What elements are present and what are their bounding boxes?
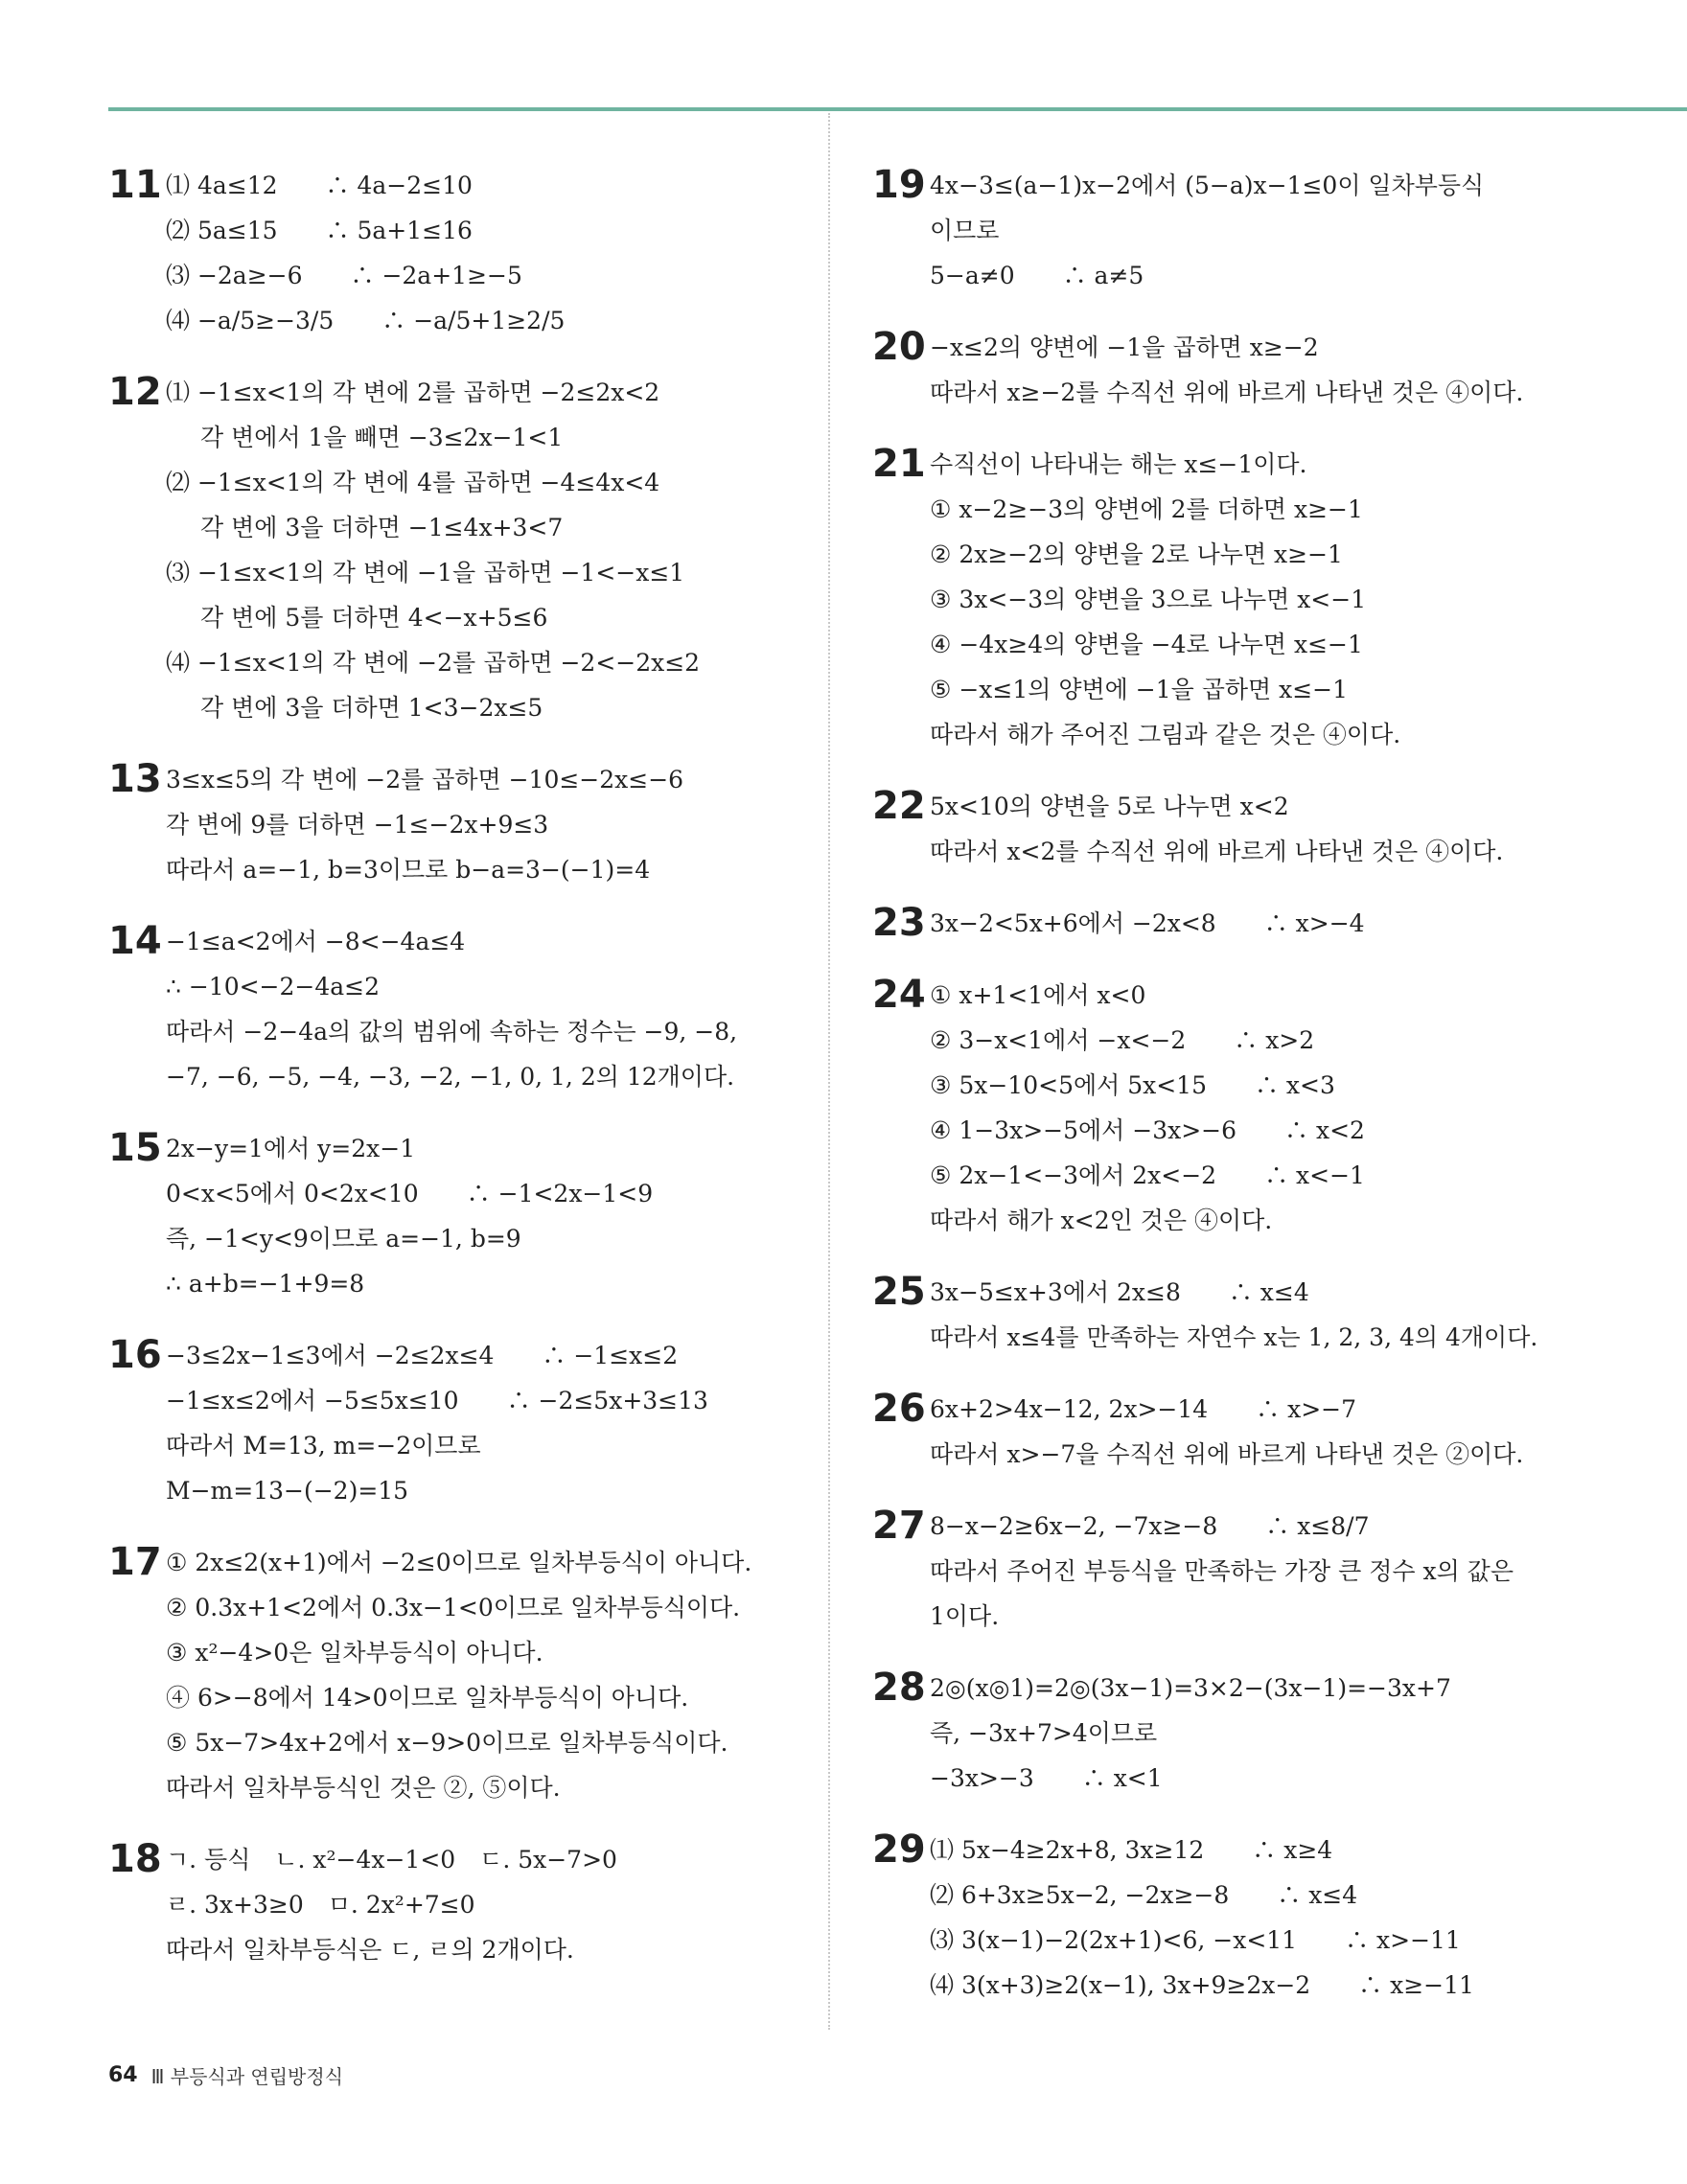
problem-28: [872, 1666, 1562, 1801]
problem-number: 25: [872, 1270, 926, 1314]
solution-lines: [930, 1666, 1562, 1801]
solution-line: 이므로: [930, 217, 1000, 244]
solution-line: 각 변에서 1을 빼면 −3≤2x−1<1: [200, 424, 564, 451]
solution-line: 3≤x≤5의 각 변에 −2를 곱하면 −10≤−2x≤−6: [166, 766, 684, 793]
solution-line: 3x−2<5x+6에서 −2x<8 ∴ x>−4: [930, 909, 1365, 937]
problem-number: 14: [108, 919, 162, 963]
problem-number: 20: [872, 325, 926, 369]
solution-line: ② 3−x<1에서 −x<−2 ∴ x>2: [930, 1026, 1315, 1054]
solution-line: ⑶ 3(x−1)−2(2x+1)<6, −x<11 ∴ x>−11: [930, 1926, 1461, 1954]
chapter-title: Ⅲ 부등식과 연립방정식: [150, 2065, 344, 2088]
solution-line: 8−x−2≥6x−2, −7x≥−8 ∴ x≤8/7: [930, 1512, 1370, 1540]
problem-number: 16: [108, 1333, 162, 1377]
problem-number: 17: [108, 1540, 162, 1584]
solution-line: 3x−5≤x+3에서 2x≤8 ∴ x≤4: [930, 1278, 1309, 1306]
solution-line: 각 변에 9를 더하면 −1≤−2x+9≤3: [166, 811, 549, 839]
page-footer: [108, 2061, 343, 2089]
problem-13: [108, 757, 798, 892]
solution-line: ⑴ −1≤x<1의 각 변에 2를 곱하면 −2≤2x<2: [166, 379, 660, 406]
solution-line: 따라서 x≤4를 만족하는 자연수 x는 1, 2, 3, 4의 4개이다.: [930, 1323, 1538, 1351]
problem-12: [108, 370, 798, 730]
problem-number: 28: [872, 1666, 926, 1710]
solution-line: ⑵ −1≤x<1의 각 변에 4를 곱하면 −4≤4x<4: [166, 469, 660, 496]
solution-line: ⑴ 4a≤12 ∴ 4a−2≤10: [166, 172, 473, 199]
solution-line: ⑤ 5x−7>4x+2에서 x−9>0이므로 일차부등식이다.: [166, 1729, 728, 1757]
solution-line: ① x+1<1에서 x<0: [930, 981, 1146, 1009]
problem-number: 12: [108, 370, 162, 414]
solution-line: ① x−2≥−3의 양변에 2를 더하면 x≥−1: [930, 495, 1363, 523]
solution-line: 따라서 a=−1, b=3이므로 b−a=3−(−1)=4: [166, 856, 651, 884]
solution-lines: [166, 370, 798, 730]
problem-number: 11: [108, 163, 162, 207]
solution-lines: [166, 757, 798, 892]
problem-number: 26: [872, 1387, 926, 1431]
solution-line: 따라서 주어진 부등식을 만족하는 가장 큰 정수 x의 값은: [930, 1557, 1514, 1585]
solution-line: ⑶ −1≤x<1의 각 변에 −1을 곱하면 −1<−x≤1: [166, 559, 685, 586]
solution-line: 따라서 해가 x<2인 것은 ④이다.: [930, 1207, 1273, 1234]
left-column: [108, 163, 798, 1999]
solution-line: ③ x²−4>0은 일차부등식이 아니다.: [166, 1639, 543, 1667]
problem-18: [108, 1837, 798, 1972]
solution-line: −3≤2x−1≤3에서 −2≤2x≤4 ∴ −1≤x≤2: [166, 1342, 679, 1369]
solution-line: ⑤ 2x−1<−3에서 2x<−2 ∴ x<−1: [930, 1161, 1365, 1189]
solution-line: ④ 6>−8에서 14>0이므로 일차부등식이 아니다.: [166, 1684, 689, 1712]
problem-number: 21: [872, 442, 926, 486]
solution-line: 4x−3≤(a−1)x−2에서 (5−a)x−1≤0이 일차부등식: [930, 172, 1485, 199]
solution-line: 각 변에 3을 더하면 −1≤4x+3<7: [200, 514, 564, 541]
problem-11: [108, 163, 798, 343]
solution-lines: [930, 901, 1562, 946]
problem-number: 13: [108, 757, 162, 801]
solution-line: ⑤ −x≤1의 양변에 −1을 곱하면 x≤−1: [930, 676, 1348, 703]
page-number: 64: [108, 2063, 138, 2087]
problem-number: 22: [872, 784, 926, 828]
solution-lines: [930, 325, 1562, 415]
solution-lines: [930, 1387, 1562, 1477]
problem-14: [108, 919, 798, 1099]
solution-line: 즉, −1<y<9이므로 a=−1, b=9: [166, 1225, 521, 1253]
solution-line: ㄹ. 3x+3≥0 ㅁ. 2x²+7≤0: [166, 1891, 475, 1919]
solution-lines: [166, 1540, 798, 1810]
solution-line: 5−a≠0 ∴ a≠5: [930, 262, 1144, 289]
problem-number: 15: [108, 1126, 162, 1170]
solution-lines: [166, 1837, 798, 1972]
solution-line: 2◎(x◎1)=2◎(3x−1)=3×2−(3x−1)=−3x+7: [930, 1674, 1451, 1702]
problem-number: 29: [872, 1828, 926, 1872]
solution-line: 따라서 해가 주어진 그림과 같은 것은 ④이다.: [930, 721, 1401, 748]
solution-line: 1이다.: [930, 1602, 1000, 1630]
right-column: [872, 163, 1562, 2035]
solution-line: 따라서 x≥−2를 수직선 위에 바르게 나타낸 것은 ④이다.: [930, 379, 1524, 406]
solution-line: ② 2x≥−2의 양변을 2로 나누면 x≥−1: [930, 540, 1343, 568]
solution-line: ③ 3x<−3의 양변을 3으로 나누면 x<−1: [930, 586, 1367, 613]
solution-line: ② 0.3x+1<2에서 0.3x−1<0이므로 일차부등식이다.: [166, 1594, 741, 1621]
problem-16: [108, 1333, 798, 1513]
solution-lines: [166, 1333, 798, 1513]
solution-line: ∴ −10<−2−4a≤2: [166, 973, 381, 1000]
problem-20: [872, 325, 1562, 415]
solution-lines: [930, 973, 1562, 1243]
problem-number: 24: [872, 973, 926, 1017]
problem-number: 27: [872, 1504, 926, 1548]
solution-line: 5x<10의 양변을 5로 나누면 x<2: [930, 793, 1289, 820]
solution-line: M−m=13−(−2)=15: [166, 1477, 409, 1505]
solution-lines: [930, 1504, 1562, 1639]
solution-line: 0<x<5에서 0<2x<10 ∴ −1<2x−1<9: [166, 1180, 654, 1207]
solution-line: ∴ a+b=−1+9=8: [166, 1270, 365, 1298]
solution-line: 수직선이 나타내는 해는 x≤−1이다.: [930, 450, 1307, 478]
problem-25: [872, 1270, 1562, 1360]
solution-line: 따라서 M=13, m=−2이므로: [166, 1432, 481, 1460]
solution-line: −7, −6, −5, −4, −3, −2, −1, 0, 1, 2의 12개이다.: [166, 1063, 735, 1091]
problem-23: [872, 901, 1562, 946]
problem-17: [108, 1540, 798, 1810]
solution-lines: [930, 163, 1562, 298]
solution-line: ④ 1−3x>−5에서 −3x>−6 ∴ x<2: [930, 1116, 1365, 1144]
column-divider: [828, 113, 830, 2030]
solution-line: 2x−y=1에서 y=2x−1: [166, 1135, 416, 1162]
solution-line: −1≤a<2에서 −8<−4a≤4: [166, 928, 466, 955]
solution-line: ⑶ −2a≥−6 ∴ −2a+1≥−5: [166, 262, 522, 289]
problem-15: [108, 1126, 798, 1306]
solution-lines: [930, 784, 1562, 874]
problem-19: [872, 163, 1562, 298]
solution-line: ⑵ 5a≤15 ∴ 5a+1≤16: [166, 217, 473, 244]
solution-line: ④ −4x≥4의 양변을 −4로 나누면 x≤−1: [930, 631, 1363, 658]
solution-line: −3x>−3 ∴ x<1: [930, 1764, 1163, 1792]
solution-line: 따라서 x<2를 수직선 위에 바르게 나타낸 것은 ④이다.: [930, 838, 1504, 865]
problem-number: 18: [108, 1837, 162, 1881]
solution-line: ⑷ −1≤x<1의 각 변에 −2를 곱하면 −2<−2x≤2: [166, 649, 701, 677]
solution-lines: [930, 1270, 1562, 1360]
solution-line: 각 변에 3을 더하면 1<3−2x≤5: [200, 694, 543, 722]
problem-number: 23: [872, 901, 926, 945]
problem-26: [872, 1387, 1562, 1477]
problem-number: 19: [872, 163, 926, 207]
solution-lines: [166, 919, 798, 1099]
solution-line: ⑷ −a/5≥−3/5 ∴ −a/5+1≥2/5: [166, 307, 566, 334]
solution-line: ③ 5x−10<5에서 5x<15 ∴ x<3: [930, 1071, 1335, 1099]
problem-24: [872, 973, 1562, 1243]
solution-line: −1≤x≤2에서 −5≤5x≤10 ∴ −2≤5x+3≤13: [166, 1387, 708, 1414]
solution-line: −x≤2의 양변에 −1을 곱하면 x≥−2: [930, 333, 1319, 361]
solution-lines: [930, 442, 1562, 757]
problem-27: [872, 1504, 1562, 1639]
solution-line: 따라서 −2−4a의 값의 범위에 속하는 정수는 −9, −8,: [166, 1018, 738, 1046]
solution-lines: [930, 1828, 1562, 2008]
solution-line: 각 변에 5를 더하면 4<−x+5≤6: [200, 604, 548, 632]
solution-line: 즉, −3x+7>4이므로: [930, 1719, 1158, 1747]
problem-21: [872, 442, 1562, 757]
solution-lines: [166, 163, 798, 343]
solution-line: ㄱ. 등식 ㄴ. x²−4x−1<0 ㄷ. 5x−7>0: [166, 1846, 617, 1874]
solution-line: 따라서 일차부등식은 ㄷ, ㄹ의 2개이다.: [166, 1936, 574, 1964]
solution-line: ⑵ 6+3x≥5x−2, −2x≥−8 ∴ x≤4: [930, 1881, 1358, 1909]
solution-line: 6x+2>4x−12, 2x>−14 ∴ x>−7: [930, 1395, 1357, 1423]
top-rule: [108, 107, 1687, 111]
problem-29: [872, 1828, 1562, 2008]
solution-line: ⑷ 3(x+3)≥2(x−1), 3x+9≥2x−2 ∴ x≥−11: [930, 1971, 1474, 1999]
solution-lines: [166, 1126, 798, 1306]
solution-line: 따라서 일차부등식인 것은 ②, ⑤이다.: [166, 1774, 561, 1802]
solution-line: 따라서 x>−7을 수직선 위에 바르게 나타낸 것은 ②이다.: [930, 1440, 1524, 1468]
problem-22: [872, 784, 1562, 874]
solution-line: ① 2x≤2(x+1)에서 −2≤0이므로 일차부등식이 아니다.: [166, 1549, 752, 1576]
solution-line: ⑴ 5x−4≥2x+8, 3x≥12 ∴ x≥4: [930, 1836, 1333, 1864]
